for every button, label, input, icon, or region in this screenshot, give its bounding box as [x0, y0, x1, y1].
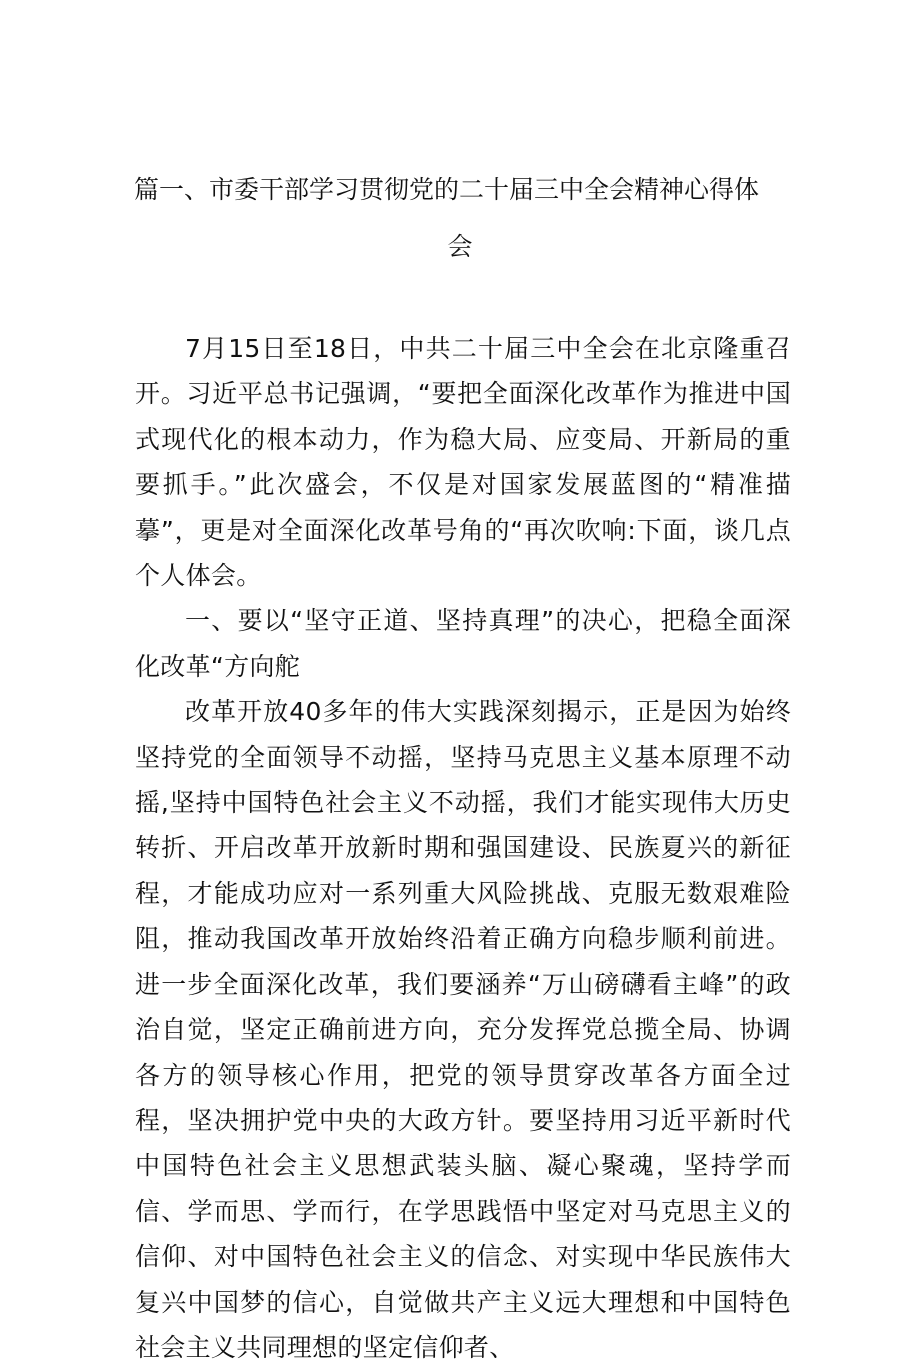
document-title-line-1: 篇一、市委干部学习贯彻党的二十届三中全会精神心得体 [134, 175, 760, 204]
document-title-line-2: 会 [447, 232, 473, 261]
document-body [135, 326, 791, 1370]
paragraph-reform-practice: 改革开放40多年的伟大实践深刻揭示，正是因为始终坚持党的全面领导不动摇，坚持马克思主义基本原理不动摇,坚持中国特色社会主义不动摇，我们才能实现伟大历史转折、开启改革开放新时期和强国建设、民族夏兴的新征程，才能成功应对一系列重大风险挑战、克服无数艰难险阻，推动我国改革开放始终沿着正确方向稳步顺利前进。进一步全面深化改革，我们要涵养“万山磅礴看主峰”的政治自觉，坚定正确前进方向，充分发挥党总揽全局、协调各方的领导核心作用，把党的领导贯穿改革各方面全过程，坚决拥护党中央的大政方针。要坚持用习近平新时代中国特色社会主义思想武装头脑、凝心聚魂，坚持学而信、学而思、学而行，在学思践悟中坚定对马克思主义的信仰、对中国特色社会主义的信念、对实现中华民族伟大复兴中国梦的信心，自觉做共产主义远大理想和中国特色社会主义共同理想的坚定信仰者、 [135, 697, 791, 1362]
paragraph-heading-one: 一、要以“坚守正道、坚持真理”的决心，把稳全面深化改革“方向舵 [135, 606, 791, 681]
paragraph-intro: 7月15日至18日，中共二十届三中全会在北京隆重召开。习近平总书记强调，“要把全面深化改革作为推进中国式现代化的根本动力，作为稳大局、应变局、开新局的重要抓手。”此次盛会，不仅是对国家发展蓝图的“精准描摹”，更是对全面深化改革号角的“再次吹响:下面，谈几点个人体会。 [135, 334, 791, 591]
